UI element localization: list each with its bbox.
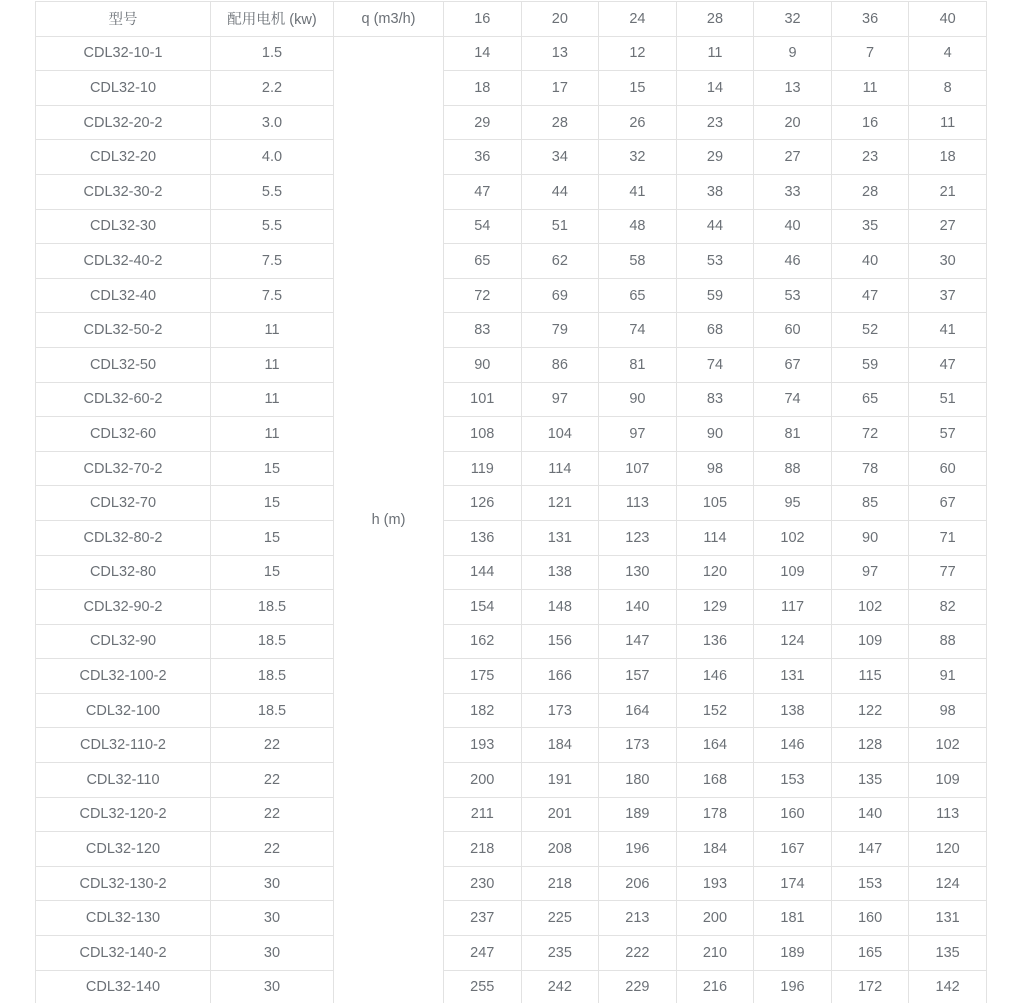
model-cell: CDL32-80 <box>36 555 211 590</box>
head-value-cell: 178 <box>676 797 754 832</box>
model-cell: CDL32-60-2 <box>36 382 211 417</box>
head-value-cell: 216 <box>676 970 754 1003</box>
head-value-cell: 90 <box>676 417 754 452</box>
table-row <box>36 520 987 555</box>
head-value-cell: 108 <box>444 417 522 452</box>
head-value-cell: 27 <box>909 209 987 244</box>
head-value-cell: 72 <box>444 278 522 313</box>
head-value-cell: 67 <box>754 347 832 382</box>
head-value-cell: 98 <box>676 451 754 486</box>
head-value-cell: 11 <box>909 105 987 140</box>
head-value-cell: 153 <box>831 866 909 901</box>
head-value-cell: 51 <box>909 382 987 417</box>
head-value-cell: 144 <box>444 555 522 590</box>
head-value-cell: 68 <box>676 313 754 348</box>
head-value-cell: 47 <box>831 278 909 313</box>
head-value-cell: 65 <box>444 244 522 279</box>
head-value-cell: 222 <box>599 936 677 971</box>
motor-power-cell: 22 <box>211 728 334 763</box>
model-cell: CDL32-140 <box>36 970 211 1003</box>
head-value-cell: 18 <box>909 140 987 175</box>
head-value-cell: 131 <box>909 901 987 936</box>
head-value-cell: 88 <box>754 451 832 486</box>
model-cell: CDL32-140-2 <box>36 936 211 971</box>
head-value-cell: 20 <box>754 105 832 140</box>
head-value-cell: 174 <box>754 866 832 901</box>
head-value-cell: 166 <box>521 659 599 694</box>
model-cell: CDL32-100 <box>36 693 211 728</box>
head-value-cell: 131 <box>521 520 599 555</box>
head-value-cell: 59 <box>676 278 754 313</box>
head-value-cell: 30 <box>909 244 987 279</box>
head-value-cell: 27 <box>754 140 832 175</box>
table-row <box>36 832 987 867</box>
table-row <box>36 555 987 590</box>
model-cell: CDL32-20 <box>36 140 211 175</box>
head-value-cell: 109 <box>831 624 909 659</box>
table-row <box>36 244 987 279</box>
head-value-cell: 44 <box>521 174 599 209</box>
head-value-cell: 156 <box>521 624 599 659</box>
head-value-cell: 213 <box>599 901 677 936</box>
col-header-model: 型号 <box>36 2 211 37</box>
head-value-cell: 9 <box>754 36 832 71</box>
motor-power-cell: 3.0 <box>211 105 334 140</box>
head-value-cell: 206 <box>599 866 677 901</box>
col-header-flow-36: 36 <box>831 2 909 37</box>
head-value-cell: 211 <box>444 797 522 832</box>
head-value-cell: 102 <box>909 728 987 763</box>
motor-power-cell: 30 <box>211 936 334 971</box>
model-cell: CDL32-10-1 <box>36 36 211 71</box>
head-value-cell: 136 <box>676 624 754 659</box>
pump-spec-table <box>35 1 987 1003</box>
table-row <box>36 451 987 486</box>
head-value-cell: 184 <box>521 728 599 763</box>
head-value-cell: 101 <box>444 382 522 417</box>
head-value-cell: 40 <box>831 244 909 279</box>
head-value-cell: 136 <box>444 520 522 555</box>
head-value-cell: 90 <box>831 520 909 555</box>
model-cell: CDL32-100-2 <box>36 659 211 694</box>
model-cell: CDL32-20-2 <box>36 105 211 140</box>
model-cell: CDL32-40-2 <box>36 244 211 279</box>
head-value-cell: 173 <box>599 728 677 763</box>
head-value-cell: 129 <box>676 590 754 625</box>
head-value-cell: 4 <box>909 36 987 71</box>
head-value-cell: 255 <box>444 970 522 1003</box>
head-value-cell: 65 <box>831 382 909 417</box>
head-value-cell: 53 <box>676 244 754 279</box>
head-value-cell: 200 <box>676 901 754 936</box>
head-value-cell: 130 <box>599 555 677 590</box>
motor-power-cell: 7.5 <box>211 278 334 313</box>
motor-power-cell: 5.5 <box>211 209 334 244</box>
table-row <box>36 693 987 728</box>
head-value-cell: 48 <box>599 209 677 244</box>
head-value-cell: 148 <box>521 590 599 625</box>
motor-power-cell: 15 <box>211 486 334 521</box>
table-row <box>36 209 987 244</box>
head-value-cell: 72 <box>831 417 909 452</box>
head-value-cell: 97 <box>599 417 677 452</box>
model-cell: CDL32-130 <box>36 901 211 936</box>
head-value-cell: 126 <box>444 486 522 521</box>
table-body <box>36 36 987 1003</box>
model-cell: CDL32-60 <box>36 417 211 452</box>
head-unit-merged-cell: h (m) <box>334 36 444 1003</box>
head-value-cell: 65 <box>599 278 677 313</box>
model-cell: CDL32-110-2 <box>36 728 211 763</box>
head-value-cell: 60 <box>909 451 987 486</box>
head-value-cell: 95 <box>754 486 832 521</box>
head-value-cell: 97 <box>521 382 599 417</box>
table-row <box>36 659 987 694</box>
table-row <box>36 901 987 936</box>
col-header-flow-32: 32 <box>754 2 832 37</box>
head-value-cell: 14 <box>444 36 522 71</box>
motor-power-cell: 18.5 <box>211 624 334 659</box>
head-value-cell: 36 <box>444 140 522 175</box>
head-value-cell: 140 <box>831 797 909 832</box>
model-cell: CDL32-120 <box>36 832 211 867</box>
head-value-cell: 74 <box>599 313 677 348</box>
table-row <box>36 382 987 417</box>
head-value-cell: 119 <box>444 451 522 486</box>
head-value-cell: 109 <box>909 763 987 798</box>
head-value-cell: 29 <box>444 105 522 140</box>
head-value-cell: 109 <box>754 555 832 590</box>
model-cell: CDL32-70 <box>36 486 211 521</box>
head-value-cell: 38 <box>676 174 754 209</box>
motor-power-cell: 2.2 <box>211 71 334 106</box>
table-row <box>36 936 987 971</box>
table-row <box>36 866 987 901</box>
head-value-cell: 8 <box>909 71 987 106</box>
head-value-cell: 18 <box>444 71 522 106</box>
head-value-cell: 124 <box>754 624 832 659</box>
head-value-cell: 105 <box>676 486 754 521</box>
head-value-cell: 164 <box>676 728 754 763</box>
table-row <box>36 278 987 313</box>
head-value-cell: 16 <box>831 105 909 140</box>
motor-power-cell: 22 <box>211 832 334 867</box>
head-value-cell: 201 <box>521 797 599 832</box>
head-value-cell: 225 <box>521 901 599 936</box>
head-value-cell: 180 <box>599 763 677 798</box>
head-value-cell: 17 <box>521 71 599 106</box>
table-row <box>36 486 987 521</box>
head-value-cell: 138 <box>521 555 599 590</box>
head-value-cell: 193 <box>676 866 754 901</box>
head-value-cell: 157 <box>599 659 677 694</box>
motor-power-cell: 4.0 <box>211 140 334 175</box>
col-header-flow-28: 28 <box>676 2 754 37</box>
motor-power-cell: 11 <box>211 347 334 382</box>
head-value-cell: 79 <box>521 313 599 348</box>
head-value-cell: 34 <box>521 140 599 175</box>
model-cell: CDL32-40 <box>36 278 211 313</box>
motor-power-cell: 7.5 <box>211 244 334 279</box>
head-value-cell: 46 <box>754 244 832 279</box>
head-value-cell: 41 <box>599 174 677 209</box>
col-header-motor: 配用电机 (kw) <box>211 2 334 37</box>
head-value-cell: 53 <box>754 278 832 313</box>
table-row <box>36 624 987 659</box>
head-value-cell: 196 <box>754 970 832 1003</box>
head-value-cell: 121 <box>521 486 599 521</box>
head-value-cell: 247 <box>444 936 522 971</box>
head-value-cell: 90 <box>444 347 522 382</box>
head-value-cell: 81 <box>754 417 832 452</box>
head-value-cell: 81 <box>599 347 677 382</box>
head-value-cell: 77 <box>909 555 987 590</box>
model-cell: CDL32-10 <box>36 71 211 106</box>
head-value-cell: 13 <box>754 71 832 106</box>
head-value-cell: 13 <box>521 36 599 71</box>
head-value-cell: 162 <box>444 624 522 659</box>
motor-power-cell: 11 <box>211 313 334 348</box>
table-row <box>36 417 987 452</box>
head-value-cell: 69 <box>521 278 599 313</box>
head-value-cell: 54 <box>444 209 522 244</box>
head-value-cell: 147 <box>599 624 677 659</box>
motor-power-cell: 18.5 <box>211 693 334 728</box>
motor-power-cell: 15 <box>211 451 334 486</box>
head-value-cell: 98 <box>909 693 987 728</box>
head-value-cell: 196 <box>599 832 677 867</box>
head-value-cell: 164 <box>599 693 677 728</box>
motor-power-cell: 15 <box>211 520 334 555</box>
model-cell: CDL32-70-2 <box>36 451 211 486</box>
head-value-cell: 40 <box>754 209 832 244</box>
head-value-cell: 86 <box>521 347 599 382</box>
head-value-cell: 146 <box>676 659 754 694</box>
head-value-cell: 58 <box>599 244 677 279</box>
model-cell: CDL32-30-2 <box>36 174 211 209</box>
head-value-cell: 218 <box>521 866 599 901</box>
head-value-cell: 115 <box>831 659 909 694</box>
head-value-cell: 242 <box>521 970 599 1003</box>
table-row <box>36 763 987 798</box>
head-value-cell: 147 <box>831 832 909 867</box>
head-value-cell: 102 <box>831 590 909 625</box>
head-value-cell: 193 <box>444 728 522 763</box>
col-header-flow-40: 40 <box>909 2 987 37</box>
head-value-cell: 135 <box>831 763 909 798</box>
head-value-cell: 189 <box>754 936 832 971</box>
model-cell: CDL32-130-2 <box>36 866 211 901</box>
head-value-cell: 32 <box>599 140 677 175</box>
head-value-cell: 210 <box>676 936 754 971</box>
head-value-cell: 131 <box>754 659 832 694</box>
head-value-cell: 90 <box>599 382 677 417</box>
head-value-cell: 44 <box>676 209 754 244</box>
head-value-cell: 51 <box>521 209 599 244</box>
head-value-cell: 113 <box>909 797 987 832</box>
head-value-cell: 153 <box>754 763 832 798</box>
model-cell: CDL32-30 <box>36 209 211 244</box>
head-value-cell: 191 <box>521 763 599 798</box>
head-value-cell: 11 <box>831 71 909 106</box>
head-value-cell: 33 <box>754 174 832 209</box>
head-value-cell: 124 <box>909 866 987 901</box>
model-cell: CDL32-80-2 <box>36 520 211 555</box>
head-value-cell: 47 <box>444 174 522 209</box>
model-cell: CDL32-50 <box>36 347 211 382</box>
motor-power-cell: 18.5 <box>211 590 334 625</box>
head-value-cell: 181 <box>754 901 832 936</box>
head-value-cell: 26 <box>599 105 677 140</box>
head-value-cell: 138 <box>754 693 832 728</box>
head-value-cell: 182 <box>444 693 522 728</box>
head-value-cell: 152 <box>676 693 754 728</box>
head-value-cell: 146 <box>754 728 832 763</box>
table-row <box>36 590 987 625</box>
table-row <box>36 970 987 1003</box>
motor-power-cell: 30 <box>211 866 334 901</box>
head-value-cell: 57 <box>909 417 987 452</box>
head-value-cell: 184 <box>676 832 754 867</box>
head-value-cell: 29 <box>676 140 754 175</box>
head-value-cell: 59 <box>831 347 909 382</box>
head-value-cell: 83 <box>676 382 754 417</box>
col-header-flow-20: 20 <box>521 2 599 37</box>
model-cell: CDL32-110 <box>36 763 211 798</box>
col-header-flow-24: 24 <box>599 2 677 37</box>
head-value-cell: 15 <box>599 71 677 106</box>
head-value-cell: 74 <box>676 347 754 382</box>
head-value-cell: 128 <box>831 728 909 763</box>
head-value-cell: 11 <box>676 36 754 71</box>
head-value-cell: 47 <box>909 347 987 382</box>
head-value-cell: 12 <box>599 36 677 71</box>
head-value-cell: 172 <box>831 970 909 1003</box>
table-row <box>36 140 987 175</box>
motor-power-cell: 22 <box>211 763 334 798</box>
motor-power-cell: 22 <box>211 797 334 832</box>
head-value-cell: 28 <box>521 105 599 140</box>
head-value-cell: 104 <box>521 417 599 452</box>
head-value-cell: 71 <box>909 520 987 555</box>
head-value-cell: 91 <box>909 659 987 694</box>
head-value-cell: 82 <box>909 590 987 625</box>
head-value-cell: 168 <box>676 763 754 798</box>
head-value-cell: 85 <box>831 486 909 521</box>
model-cell: CDL32-120-2 <box>36 797 211 832</box>
head-value-cell: 120 <box>909 832 987 867</box>
head-value-cell: 154 <box>444 590 522 625</box>
table-row <box>36 71 987 106</box>
model-cell: CDL32-90 <box>36 624 211 659</box>
head-value-cell: 37 <box>909 278 987 313</box>
motor-power-cell: 11 <box>211 382 334 417</box>
motor-power-cell: 1.5 <box>211 36 334 71</box>
head-value-cell: 237 <box>444 901 522 936</box>
table-row <box>36 105 987 140</box>
head-value-cell: 230 <box>444 866 522 901</box>
col-header-flow-16: 16 <box>444 2 522 37</box>
head-value-cell: 41 <box>909 313 987 348</box>
head-value-cell: 165 <box>831 936 909 971</box>
motor-power-cell: 30 <box>211 970 334 1003</box>
head-value-cell: 28 <box>831 174 909 209</box>
table-row <box>36 728 987 763</box>
head-value-cell: 140 <box>599 590 677 625</box>
head-value-cell: 88 <box>909 624 987 659</box>
head-value-cell: 135 <box>909 936 987 971</box>
head-value-cell: 142 <box>909 970 987 1003</box>
header-row <box>36 2 987 37</box>
table-row <box>36 36 987 71</box>
table-row <box>36 347 987 382</box>
head-value-cell: 120 <box>676 555 754 590</box>
head-value-cell: 114 <box>676 520 754 555</box>
head-value-cell: 21 <box>909 174 987 209</box>
head-value-cell: 123 <box>599 520 677 555</box>
head-value-cell: 218 <box>444 832 522 867</box>
head-value-cell: 117 <box>754 590 832 625</box>
head-value-cell: 83 <box>444 313 522 348</box>
head-value-cell: 14 <box>676 71 754 106</box>
model-cell: CDL32-90-2 <box>36 590 211 625</box>
head-value-cell: 113 <box>599 486 677 521</box>
head-value-cell: 173 <box>521 693 599 728</box>
head-value-cell: 107 <box>599 451 677 486</box>
motor-power-cell: 15 <box>211 555 334 590</box>
head-value-cell: 175 <box>444 659 522 694</box>
head-value-cell: 35 <box>831 209 909 244</box>
motor-power-cell: 18.5 <box>211 659 334 694</box>
head-value-cell: 114 <box>521 451 599 486</box>
head-value-cell: 122 <box>831 693 909 728</box>
model-cell: CDL32-50-2 <box>36 313 211 348</box>
head-value-cell: 78 <box>831 451 909 486</box>
col-header-flow: q (m3/h) <box>334 2 444 37</box>
motor-power-cell: 11 <box>211 417 334 452</box>
head-value-cell: 167 <box>754 832 832 867</box>
head-value-cell: 60 <box>754 313 832 348</box>
head-value-cell: 229 <box>599 970 677 1003</box>
head-value-cell: 23 <box>831 140 909 175</box>
head-value-cell: 74 <box>754 382 832 417</box>
head-value-cell: 7 <box>831 36 909 71</box>
table-row <box>36 313 987 348</box>
head-value-cell: 189 <box>599 797 677 832</box>
head-value-cell: 23 <box>676 105 754 140</box>
table-row <box>36 797 987 832</box>
head-value-cell: 160 <box>831 901 909 936</box>
table-row <box>36 174 987 209</box>
motor-power-cell: 30 <box>211 901 334 936</box>
head-value-cell: 160 <box>754 797 832 832</box>
head-value-cell: 208 <box>521 832 599 867</box>
head-value-cell: 67 <box>909 486 987 521</box>
head-value-cell: 97 <box>831 555 909 590</box>
head-value-cell: 102 <box>754 520 832 555</box>
motor-power-cell: 5.5 <box>211 174 334 209</box>
head-value-cell: 62 <box>521 244 599 279</box>
head-value-cell: 200 <box>444 763 522 798</box>
head-value-cell: 235 <box>521 936 599 971</box>
head-value-cell: 52 <box>831 313 909 348</box>
